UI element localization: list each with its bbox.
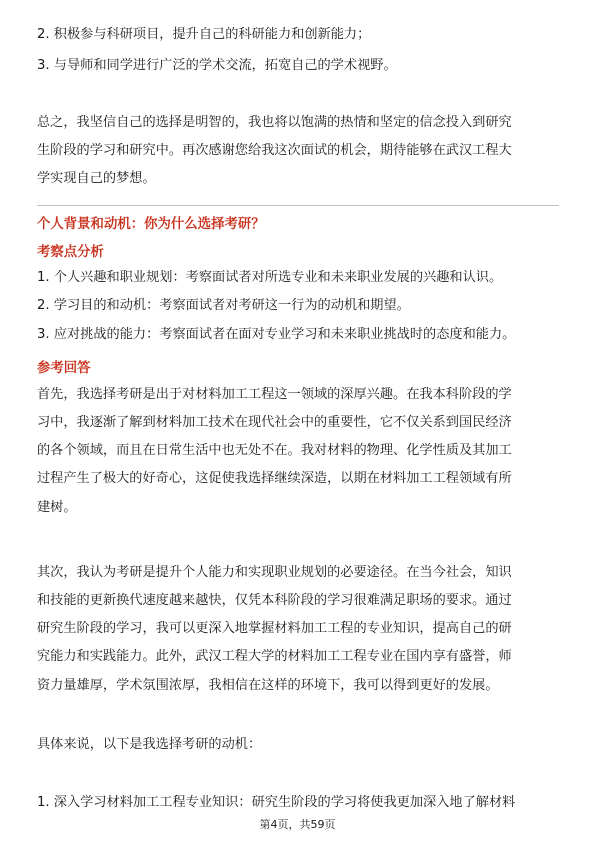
conclusion-line-3: 学实现自己的梦想。 (37, 171, 156, 186)
conclusion-line-2: 生阶段的学习和研究中。再次感谢您给我这次面试的机会，期待能够在武汉工程大 (37, 143, 512, 158)
answer-para1-line-3: 的各个领域，而且在日常生活中也无处不在。我对材料的物理、化学性质及其加工 (37, 443, 512, 458)
answer-para1-line-2: 习中，我逐渐了解到材料加工技术在现代社会中的重要性，它不仅关系到国民经济 (37, 415, 512, 430)
section-divider (37, 205, 559, 206)
answer-heading: 参考回答 (37, 361, 91, 376)
answer-para3: 具体来说，以下是我选择考研的动机： (37, 737, 262, 752)
page-number-footer: 第4页，共59页 (259, 818, 336, 831)
top-list-item-2: 2. 积极参与科研项目，提升自己的科研能力和创新能力； (37, 27, 371, 42)
top-list-item-3: 3. 与导师和同学进行广泛的学术交流，拓宽自己的学术视野。 (37, 58, 397, 73)
section-title: 个人背景和动机：你为什么选择考研？ (37, 217, 265, 232)
analysis-item-1: 1. 个人兴趣和职业规划：考察面试者对所选专业和未来职业发展的兴趣和认识。 (37, 270, 503, 285)
motivation-list-item-1: 1. 深入学习材料加工工程专业知识：研究生阶段的学习将使我更加深入地了解材料 (37, 795, 516, 810)
analysis-heading: 考察点分析 (37, 245, 104, 260)
answer-para2-line-2: 和技能的更新换代速度越来越快，仅凭本科阶段的学习很难满足职场的要求。通过 (37, 593, 512, 608)
answer-para2-line-1: 其次，我认为考研是提升个人能力和实现职业规划的必要途径。在当今社会，知识 (37, 565, 512, 580)
answer-para2-line-5: 资力量雄厚，学术氛围浓厚，我相信在这样的环境下，我可以得到更好的发展。 (37, 678, 499, 693)
answer-para2-line-3: 研究生阶段的学习，我可以更深入地掌握材料加工工程的专业知识，提高自己的研 (37, 621, 512, 636)
analysis-item-2: 2. 学习目的和动机：考察面试者对考研这一行为的动机和期望。 (37, 298, 410, 313)
answer-para1-line-5: 建树。 (37, 500, 77, 515)
answer-para1-line-1: 首先，我选择考研是出于对材料加工工程这一领域的深厚兴趣。在我本科阶段的学 (37, 387, 512, 402)
analysis-item-3: 3. 应对挑战的能力：考察面试者在面对专业学习和未来职业挑战时的态度和能力。 (37, 327, 516, 342)
answer-para2-line-4: 究能力和实践能力。此外，武汉工程大学的材料加工工程专业在国内享有盛誉，师 (37, 649, 512, 664)
conclusion-line-1: 总之，我坚信自己的选择是明智的，我也将以饱满的热情和坚定的信念投入到研究 (37, 115, 512, 130)
answer-para1-line-4: 过程产生了极大的好奇心，这促使我选择继续深造，以期在材料加工工程领域有所 (37, 471, 512, 486)
